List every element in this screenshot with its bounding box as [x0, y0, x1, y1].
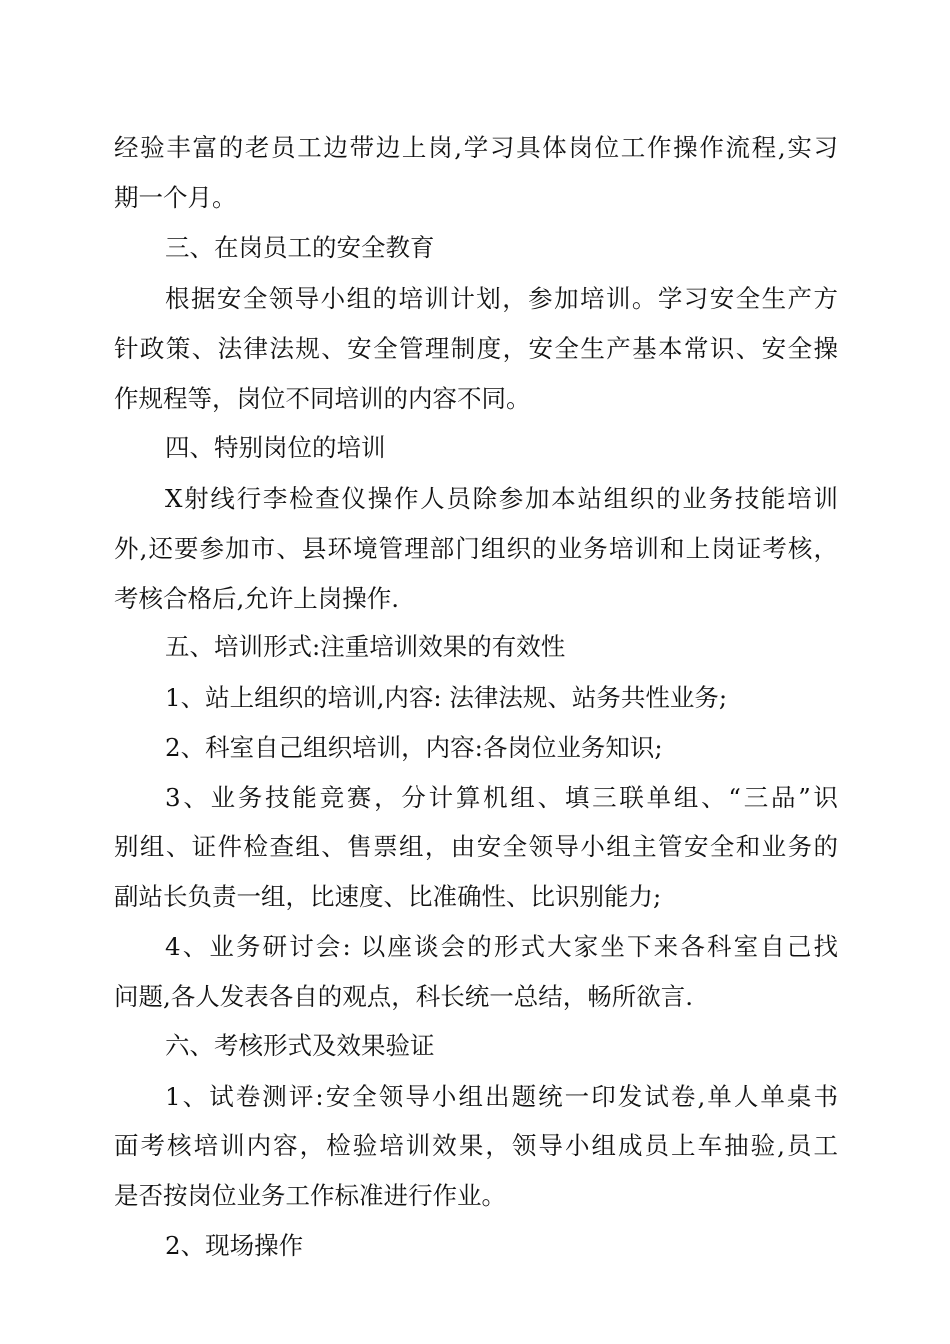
text-line-8: X射线行李检查仪操作人员除参加本站组织的业务技能培训 — [165, 484, 838, 513]
text-line-17: 4、业务研讨会: 以座谈会的形式大家坐下来各科室自己找 — [165, 932, 838, 961]
text-line-2: 期一个月。 — [114, 183, 237, 212]
text-line-20: 1、试卷测评:安全领导小组出题统一印发试卷,单人单桌书 — [165, 1082, 838, 1111]
text-line-12: 1、站上组织的培训,内容: 法律法规、站务共性业务; — [165, 683, 728, 712]
section-heading-4: 四、特别岗位的培训 — [165, 433, 386, 462]
text-line-14: 3、业务技能竞赛，分计算机组、填三联单组、“三品”识 — [165, 783, 838, 812]
text-line-9: 外,还要参加市、县环境管理部门组织的业务培训和上岗证考核， — [114, 534, 838, 563]
text-line-21: 面考核培训内容，检验培训效果，领导小组成员上车抽验,员工 — [114, 1131, 838, 1160]
section-heading-6: 六、考核形式及效果验证 — [165, 1031, 435, 1060]
section-heading-5: 五、培训形式:注重培训效果的有效性 — [165, 632, 566, 661]
text-line-10: 考核合格后,允许上岗操作. — [114, 584, 400, 613]
section-heading-3: 三、在岗员工的安全教育 — [165, 233, 435, 262]
text-line-23: 2、现场操作 — [165, 1231, 304, 1260]
text-line-6: 作规程等，岗位不同培训的内容不同。 — [114, 384, 531, 413]
text-line-1: 经验丰富的老员工边带边上岗,学习具体岗位工作操作流程,实习 — [114, 133, 838, 162]
text-line-22: 是否按岗位业务工作标准进行作业。 — [114, 1181, 506, 1210]
text-line-4: 根据安全领导小组的培训计划，参加培训。学习安全生产方 — [165, 284, 838, 313]
text-line-13: 2、科室自己组织培训，内容:各岗位业务知识; — [165, 733, 663, 762]
text-line-15: 别组、证件检查组、售票组，由安全领导小组主管安全和业务的 — [114, 832, 838, 861]
text-line-18: 问题,各人发表各自的观点，科长统一总结，畅所欲言. — [114, 982, 694, 1011]
text-line-16: 副站长负责一组，比速度、比准确性、比识别能力; — [114, 882, 662, 911]
text-line-5: 针政策、法律法规、安全管理制度，安全生产基本常识、安全操 — [114, 334, 838, 363]
